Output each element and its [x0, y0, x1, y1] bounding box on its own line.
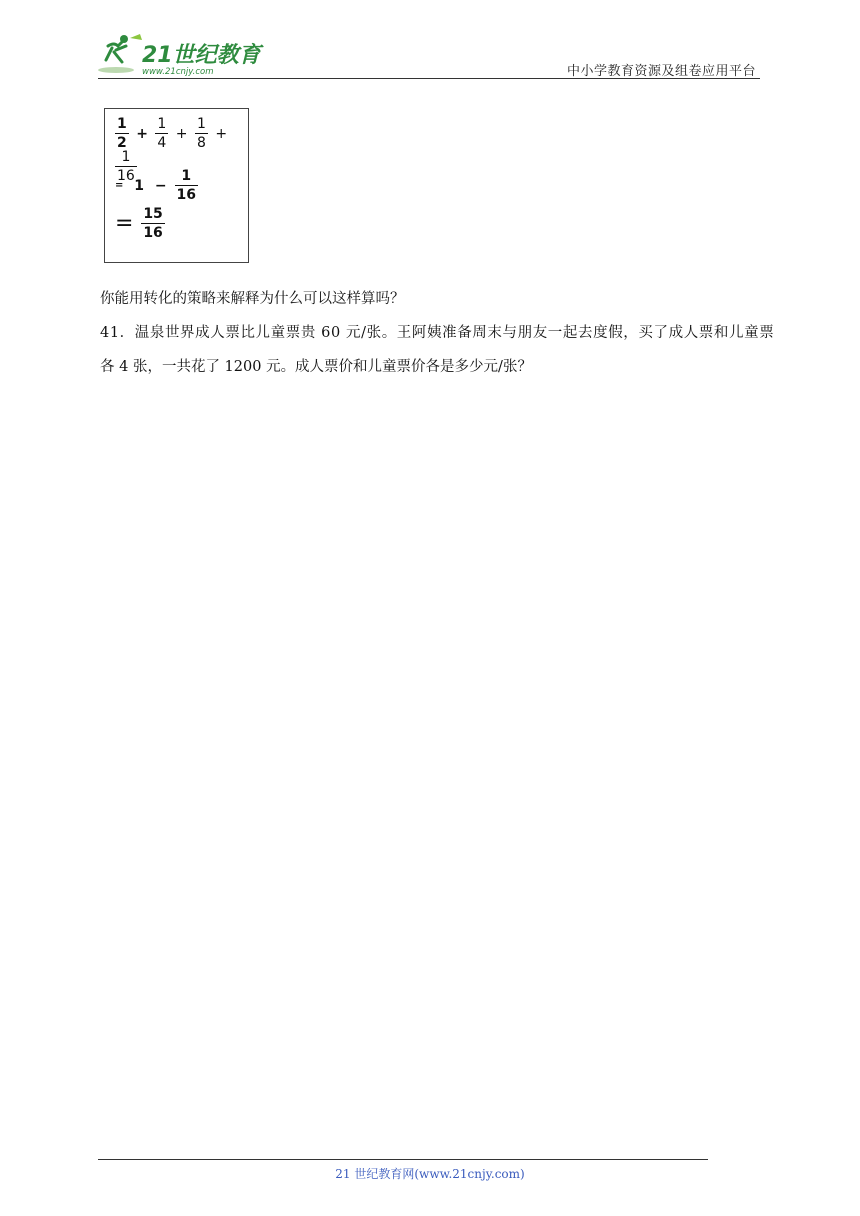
- fraction-1-8: $\frac{1}{8}$: [196, 116, 206, 151]
- explain-prompt: 你能用转化的策略来解释为什么可以这样算吗？: [100, 291, 405, 307]
- minus-sign: −: [154, 177, 167, 194]
- equals-sign: =: [115, 180, 124, 191]
- footer-divider: [98, 1159, 708, 1160]
- header-divider: [98, 78, 760, 79]
- plus-sign: +: [215, 125, 228, 142]
- footer-link[interactable]: 21 世纪教育网(www.21cnjy.com): [335, 1167, 525, 1181]
- logo-url: www.21cnjy.com: [142, 67, 214, 77]
- platform-title: 中小学教育资源及组卷应用平台: [566, 64, 756, 79]
- equals-sign: =: [115, 211, 134, 236]
- whole-number: 1: [134, 177, 145, 194]
- formula-figure: [104, 108, 249, 263]
- logo-text: 21世纪教育: [142, 43, 261, 68]
- site-logo: [94, 30, 264, 80]
- logo-graphic: [94, 30, 264, 80]
- question-41-line-2: 各 4 张，一共花了 1200 元。成人票价和儿童票价各是多少元/张？: [100, 359, 532, 375]
- fraction-1-2: $\frac{1}{2}$: [117, 116, 127, 151]
- formula-line-2: [115, 169, 198, 202]
- plus-sign: +: [136, 125, 148, 142]
- fraction-1-4: $\frac{1}{4}$: [157, 116, 167, 151]
- formula-line-3: [115, 207, 165, 240]
- fraction-1-16: $\frac{1}{16}$: [117, 149, 135, 184]
- fraction-15-16: $\frac{15}{16}$: [143, 206, 163, 241]
- question-41-line-1: 41．温泉世界成人票比儿童票贵 60 元/张。王阿姨准备周末与朋友一起去度假，买了成人票和儿童票: [100, 325, 775, 341]
- plus-sign: +: [175, 125, 188, 142]
- fraction-1-16-result: $\frac{1}{16}$: [176, 168, 196, 203]
